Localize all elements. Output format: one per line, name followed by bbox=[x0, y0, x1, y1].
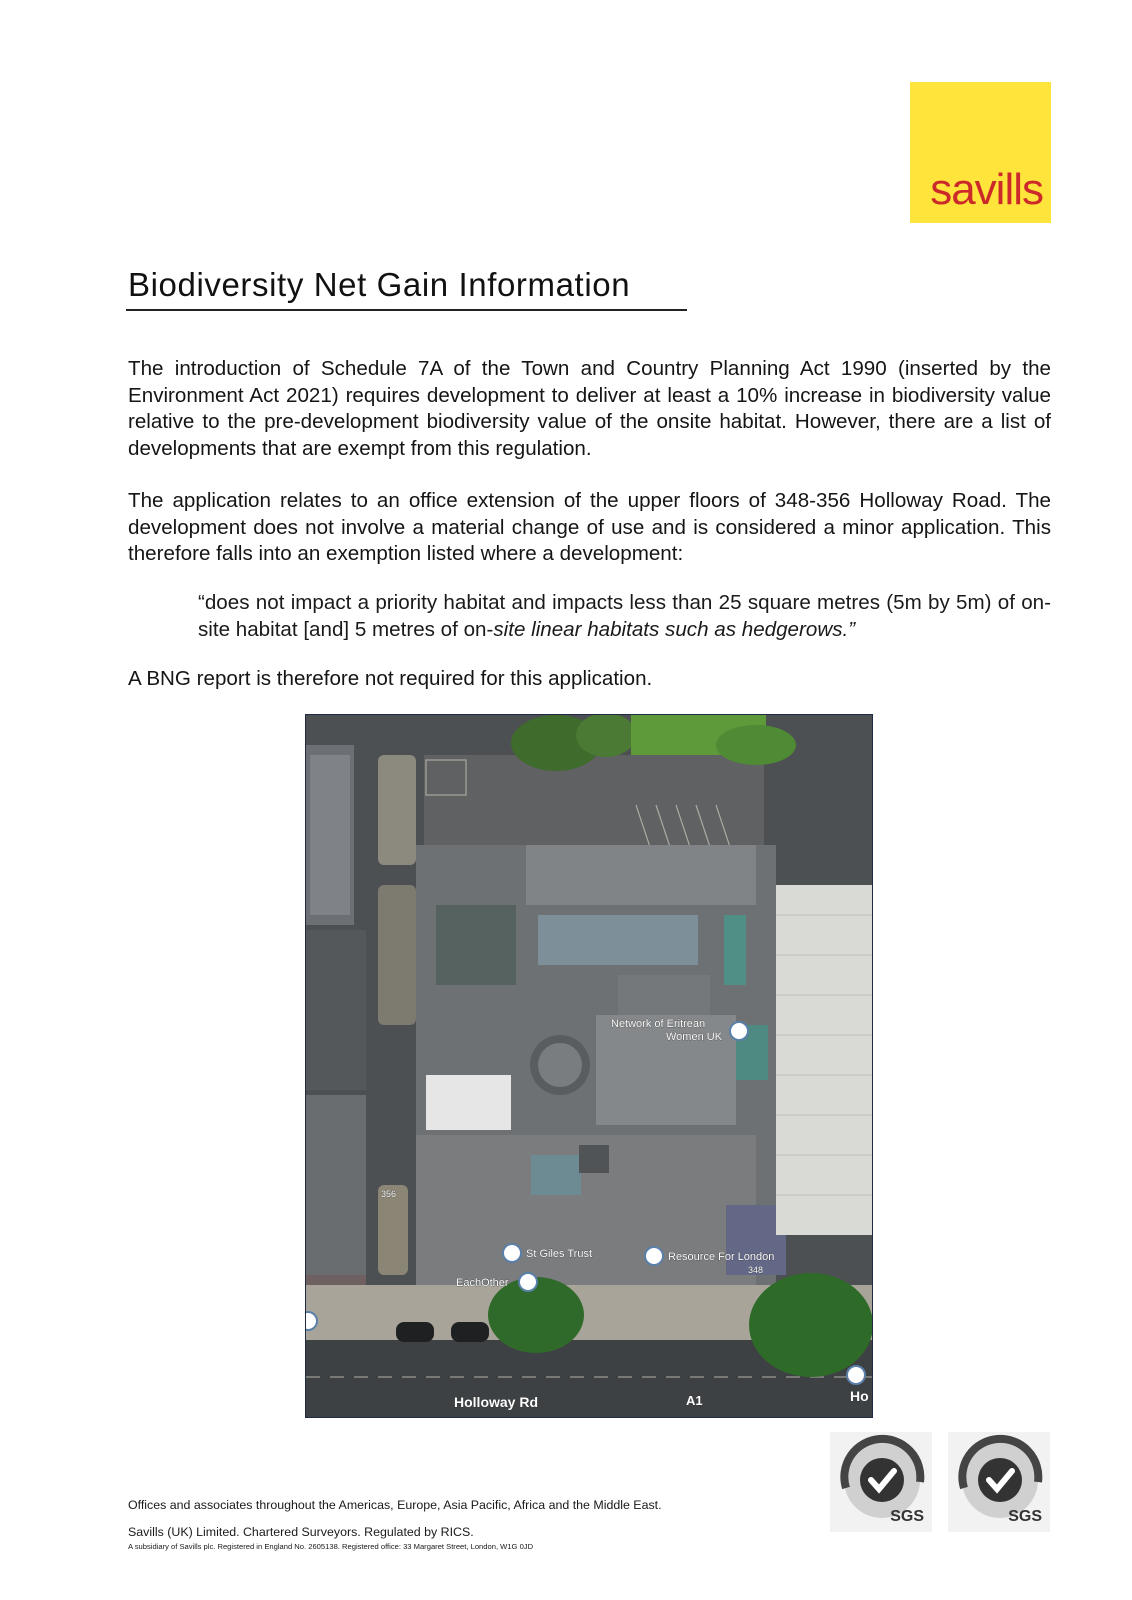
map-house-number-356: 356 bbox=[381, 1189, 397, 1199]
paragraph-application: The application relates to an office extension of the upper floors of 348-356 Holloway Road. The development does not involve a material change of use and is considered a minor application. This therefore falls into an exemption listed where a development: bbox=[128, 489, 1051, 565]
map-label-st-giles: St Giles Trust bbox=[526, 1248, 593, 1260]
quote-italic: site linear habitats such as hedgerows.” bbox=[493, 617, 856, 641]
paragraph-conclusion: A BNG report is therefore not required for this application. bbox=[128, 667, 653, 690]
map-road-label: Holloway Rd bbox=[454, 1394, 539, 1410]
map-label-eachother: EachOther bbox=[456, 1277, 509, 1289]
quote-plain: “does not impact a priority habitat and impacts less than 25 square metres (5m by 5m) of on-site habitat [and] 5 metres of on- bbox=[198, 591, 1051, 641]
logo-wordmark: savills bbox=[930, 165, 1043, 214]
footer-offices: Offices and associates throughout the Americas, Europe, Asia Pacific, Africa and the Middle East. bbox=[128, 1498, 662, 1512]
aerial-site-photo bbox=[305, 714, 873, 1418]
savills-logo bbox=[910, 82, 1051, 223]
iso-14001-badge bbox=[830, 1432, 932, 1532]
map-label-resource-for-london: Resource For London bbox=[668, 1251, 775, 1263]
badge-2-label: SGS bbox=[1008, 1508, 1042, 1525]
footer-regulation: Savills (UK) Limited. Chartered Surveyors. Regulated by RICS. bbox=[128, 1525, 474, 1539]
map-label-eritrean-2: Women UK bbox=[666, 1031, 723, 1043]
footer-registration: A subsidiary of Savills plc. Registered in England No. 2605138. Registered office: 33 Margaret Street, London, W1G 0JD bbox=[128, 1542, 534, 1551]
title-underline bbox=[126, 309, 687, 311]
map-edge-label: Ho bbox=[850, 1388, 869, 1404]
map-label-eritrean-1: Network of Eritrean bbox=[611, 1018, 706, 1030]
exemption-quote bbox=[198, 590, 1051, 643]
map-house-number-348: 348 bbox=[748, 1265, 764, 1275]
paragraph-schedule-7a: The introduction of Schedule 7A of the Town and Country Planning Act 1990 (inserted by the Environment Act 2021) requires development to deliver at least a 10% increase in biodiversity value relative to the pre-development biodiversity value of the onsite habitat. However, there are a list of developments that are exempt from this regulation. bbox=[128, 357, 1051, 460]
iso-9001-badge bbox=[948, 1432, 1050, 1532]
badge-1-label: SGS bbox=[890, 1508, 924, 1525]
page-title: Biodiversity Net Gain Information bbox=[128, 266, 631, 303]
map-route-label: A1 bbox=[686, 1393, 703, 1408]
